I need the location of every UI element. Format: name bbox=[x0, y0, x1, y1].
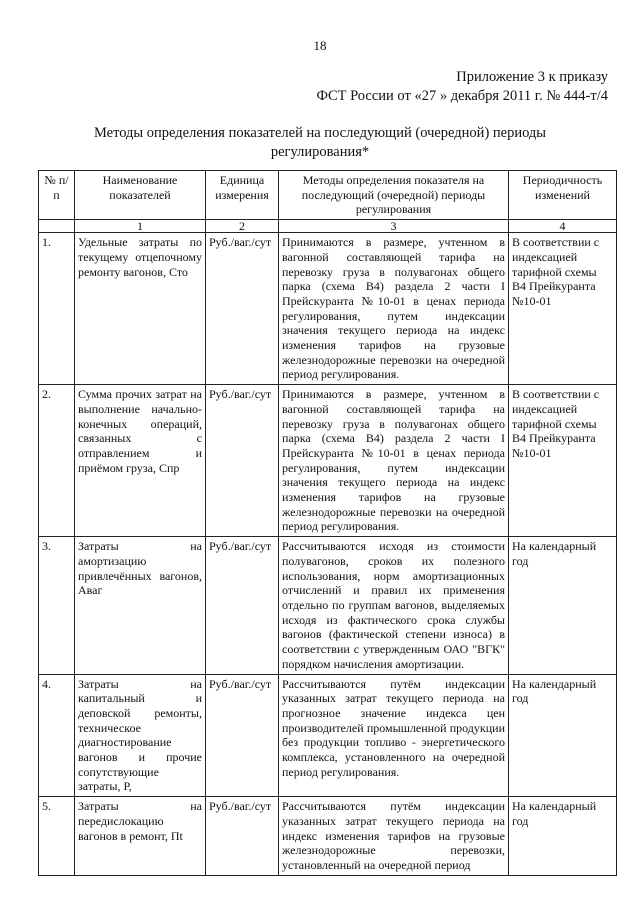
periodicity: В соответствии с индексацией тарифной схемы В4 Прейкуранта №10-01 bbox=[509, 233, 617, 385]
row-number: 5. bbox=[39, 797, 75, 876]
method-text: Принимаются в размере, учтенном в вагонной составляющей тарифа на перевозку груза в полувагонах общего парка (схема В4) раздела 2 части I Прейскуранта №10-01 в ценах периода регулирования, путем индексации значения текущего периода на индекс изменения тарифов на грузовые железнодорожные перевозки на очередной период регулирования. bbox=[279, 233, 509, 385]
method-text: Рассчитываются исходя из стоимости полувагонов, сроков их полезного использования, норм амортизационных отчислений и правил их применения отдельно по группам вагонов, выделяемых исходя из фактического срока службы вагонов (фактической степени износа) в соответствии с утвержденным ОАО "ВГК" порядком начисления амортизации. bbox=[279, 537, 509, 674]
appendix-line-1: Приложение 3 к приказу bbox=[456, 69, 608, 85]
table-row bbox=[39, 537, 617, 674]
title-line-2: регулирования* bbox=[270, 144, 370, 160]
method-text: Принимаются в размере, учтенном в вагонной составляющей тарифа на перевозку груза в полувагонах общего парка (схема В4) раздела 2 части I Прейскуранта №10-01 в ценах периода регулирования, путем индексации значения текущего периода на индекс изменения тарифов на грузовые железнодорожные перевозки на очередной период регулирования. bbox=[279, 385, 509, 537]
row-number: 2. bbox=[39, 385, 75, 537]
indicator-name: Удельные затраты по текущему отцепочному ремонту вагонов, Сто bbox=[75, 233, 206, 385]
title-line-1: Методы определения показателей на последующий (очередной) периоды bbox=[93, 125, 547, 141]
unit: Руб./ваг./сут bbox=[206, 385, 279, 537]
appendix-reference bbox=[316, 68, 608, 106]
row-number: 1. bbox=[39, 233, 75, 385]
header-method: Методы определения показателя на последующий (очередной) периоды регулирования bbox=[279, 171, 509, 220]
header-unit: Единица измерения bbox=[206, 171, 279, 220]
methods-table bbox=[38, 170, 617, 876]
row-number: 4. bbox=[39, 674, 75, 797]
column-number: 3 bbox=[279, 220, 509, 233]
row-number: 3. bbox=[39, 537, 75, 674]
periodicity: В соответствии с индексацией тарифной схемы В4 Прейкуранта №10-01 bbox=[509, 385, 617, 537]
unit: Руб./ваг./сут bbox=[206, 674, 279, 797]
unit: Руб./ваг./сут bbox=[206, 537, 279, 674]
column-number bbox=[39, 220, 75, 233]
table-row bbox=[39, 385, 617, 537]
table-row bbox=[39, 797, 617, 876]
column-number: 2 bbox=[206, 220, 279, 233]
table-row bbox=[39, 233, 617, 385]
unit: Руб./ваг./сут bbox=[206, 797, 279, 876]
appendix-line-2: ФСТ России от «27 » декабря 2011 г. № 444-т/4 bbox=[316, 88, 608, 104]
periodicity: На календарный год bbox=[509, 797, 617, 876]
header-name: Наименование показателей bbox=[75, 171, 206, 220]
method-text: Рассчитываются путём индексации указанных затрат текущего периода на индекс изменения тарифов на грузовые железнодорожные перевозки, установленный на очередной период bbox=[279, 797, 509, 876]
periodicity: На календарный год bbox=[509, 674, 617, 797]
indicator-name: Затраты на капитальный и деповской ремонты, техническое диагностирование вагонов и прочие сопутствующие затраты, Р, bbox=[75, 674, 206, 797]
column-number: 4 bbox=[509, 220, 617, 233]
method-text: Рассчитываются путём индексации указанных затрат текущего периода на прогнозное значение индекса цен производителей промышленной продукции без продукции топливо - энергетического комплекса, установленного на очередной период регулирования. bbox=[279, 674, 509, 797]
header-period: Периодичность изменений bbox=[509, 171, 617, 220]
unit: Руб./ваг./сут bbox=[206, 233, 279, 385]
indicator-name: Затраты на передислокацию вагонов в ремонт, Пt bbox=[75, 797, 206, 876]
header-row bbox=[39, 171, 617, 220]
indicator-name: Сумма прочих затрат на выполнение начально-конечных операций, связанных с отправлением и приёмом груза, Спр bbox=[75, 385, 206, 537]
indicator-name: Затраты на амортизацию привлечённых вагонов, Аваг bbox=[75, 537, 206, 674]
header-no: № п/п bbox=[39, 171, 75, 220]
table-row bbox=[39, 674, 617, 797]
column-number-row bbox=[39, 220, 617, 233]
periodicity: На календарный год bbox=[509, 537, 617, 674]
column-number: 1 bbox=[75, 220, 206, 233]
document-title bbox=[40, 124, 600, 162]
page-number: 18 bbox=[313, 38, 327, 53]
